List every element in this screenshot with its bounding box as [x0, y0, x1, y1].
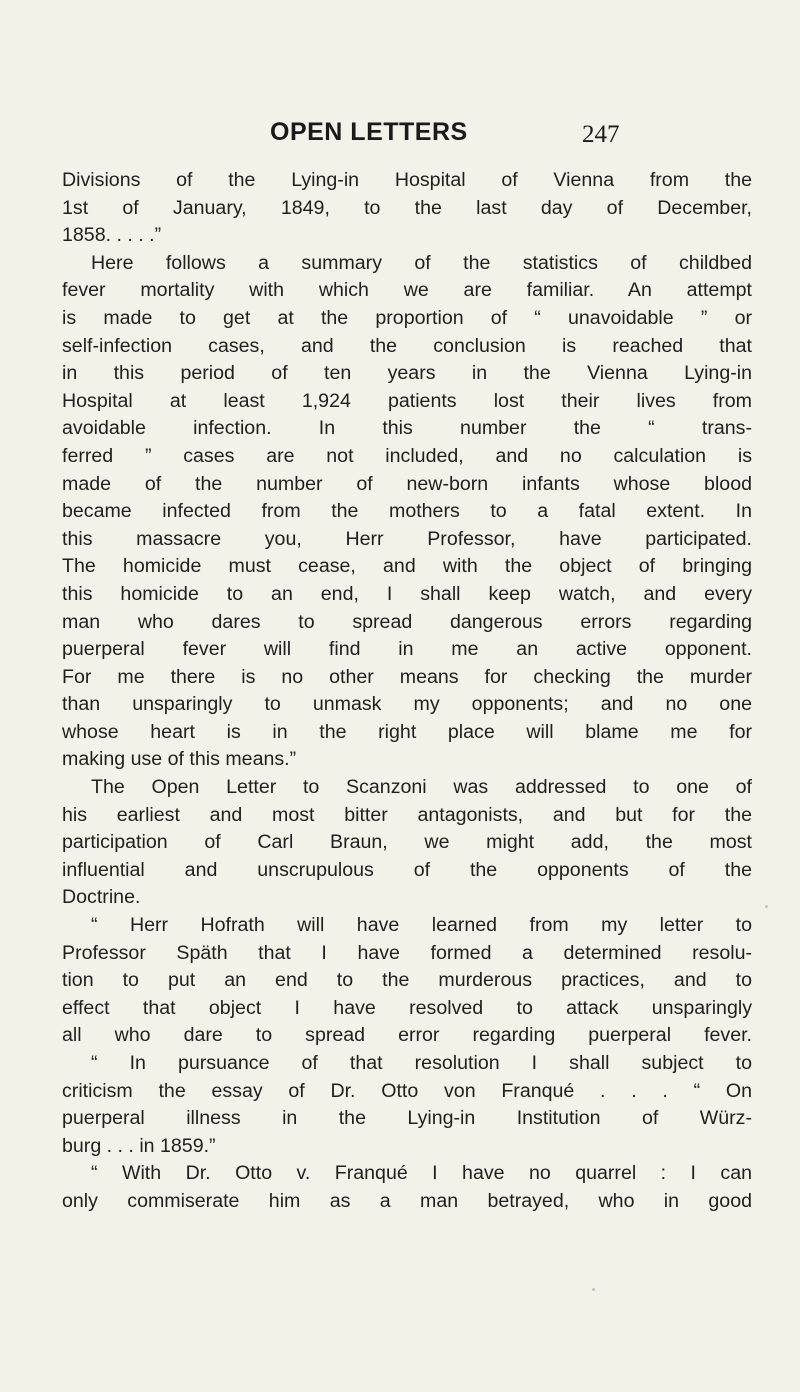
- text-line: in this period of ten years in the Vienna Lying-in: [62, 362, 752, 385]
- paper-speck: [765, 905, 768, 908]
- text-line: tion to put an end to the murderous practices, and to: [62, 969, 752, 992]
- body-text: [62, 167, 752, 1216]
- text-line: Doctrine.: [62, 886, 141, 909]
- paragraph-start-line: The Open Letter to Scanzoni was addressed to one of: [91, 776, 752, 799]
- text-line: Professor Späth that I have formed a determined resolu-: [62, 941, 752, 964]
- paragraph-start-line: “ With Dr. Otto v. Franqué I have no quarrel : I can: [91, 1162, 752, 1185]
- text-line: man who dares to spread dangerous errors regarding: [62, 610, 752, 633]
- page-number: 247: [582, 121, 620, 148]
- text-line: than unsparingly to unmask my opponents; and no one: [62, 693, 752, 716]
- running-title: OPEN LETTERS: [270, 118, 468, 146]
- text-line: all who dare to spread error regarding puerperal fever.: [62, 1024, 752, 1047]
- paper-speck: [592, 1288, 595, 1291]
- text-line: 1858. . . . .”: [62, 224, 162, 247]
- text-line: effect that object I have resolved to attack unsparingly: [62, 996, 752, 1019]
- text-line: fever mortality with which we are familiar. An attempt: [62, 279, 752, 302]
- text-line: his earliest and most bitter antagonists, and but for the: [62, 803, 752, 826]
- text-line: made of the number of new-born infants whose blood: [62, 472, 752, 495]
- text-line: The homicide must cease, and with the object of bringing: [62, 555, 752, 578]
- text-line: 1st of January, 1849, to the last day of December,: [62, 196, 752, 219]
- text-line: this massacre you, Herr Professor, have participated.: [62, 527, 752, 550]
- text-line: is made to get at the proportion of “ unavoidable ” or: [62, 306, 752, 329]
- paragraph-start-line: Here follows a summary of the statistics of childbed: [91, 251, 752, 274]
- text-line: puerperal illness in the Lying-in Institution of Würz-: [62, 1107, 752, 1130]
- text-line: participation of Carl Braun, we might add, the most: [62, 831, 752, 854]
- text-line: this homicide to an end, I shall keep watch, and every: [62, 582, 752, 605]
- paragraph-start-line: “ In pursuance of that resolution I shall subject to: [91, 1052, 752, 1074]
- text-line: criticism the essay of Dr. Otto von Franqué . . . “ On: [62, 1079, 752, 1102]
- text-line: became infected from the mothers to a fatal extent. In: [62, 500, 752, 523]
- text-line: only commiserate him as a man betrayed, who in good: [62, 1189, 752, 1212]
- text-line: whose heart is in the right place will blame me for: [62, 720, 752, 743]
- text-line: Hospital at least 1,924 patients lost their lives from: [62, 389, 752, 412]
- text-line: avoidable infection. In this number the “ trans-: [62, 417, 752, 440]
- running-head: [270, 118, 690, 158]
- text-line: making use of this means.”: [62, 748, 297, 771]
- text-line: burg . . . in 1859.”: [62, 1134, 216, 1157]
- text-line: puerperal fever will find in me an active opponent.: [62, 638, 752, 661]
- text-line: Divisions of the Lying-in Hospital of Vienna from the: [62, 169, 752, 191]
- paragraph-start-line: “ Herr Hofrath will have learned from my letter to: [91, 914, 752, 937]
- text-line: self-infection cases, and the conclusion is reached that: [62, 334, 752, 357]
- text-line: For me there is no other means for checking the murder: [62, 665, 752, 688]
- text-line: influential and unscrupulous of the opponents of the: [62, 858, 752, 881]
- text-line: ferred ” cases are not included, and no calculation is: [62, 444, 752, 467]
